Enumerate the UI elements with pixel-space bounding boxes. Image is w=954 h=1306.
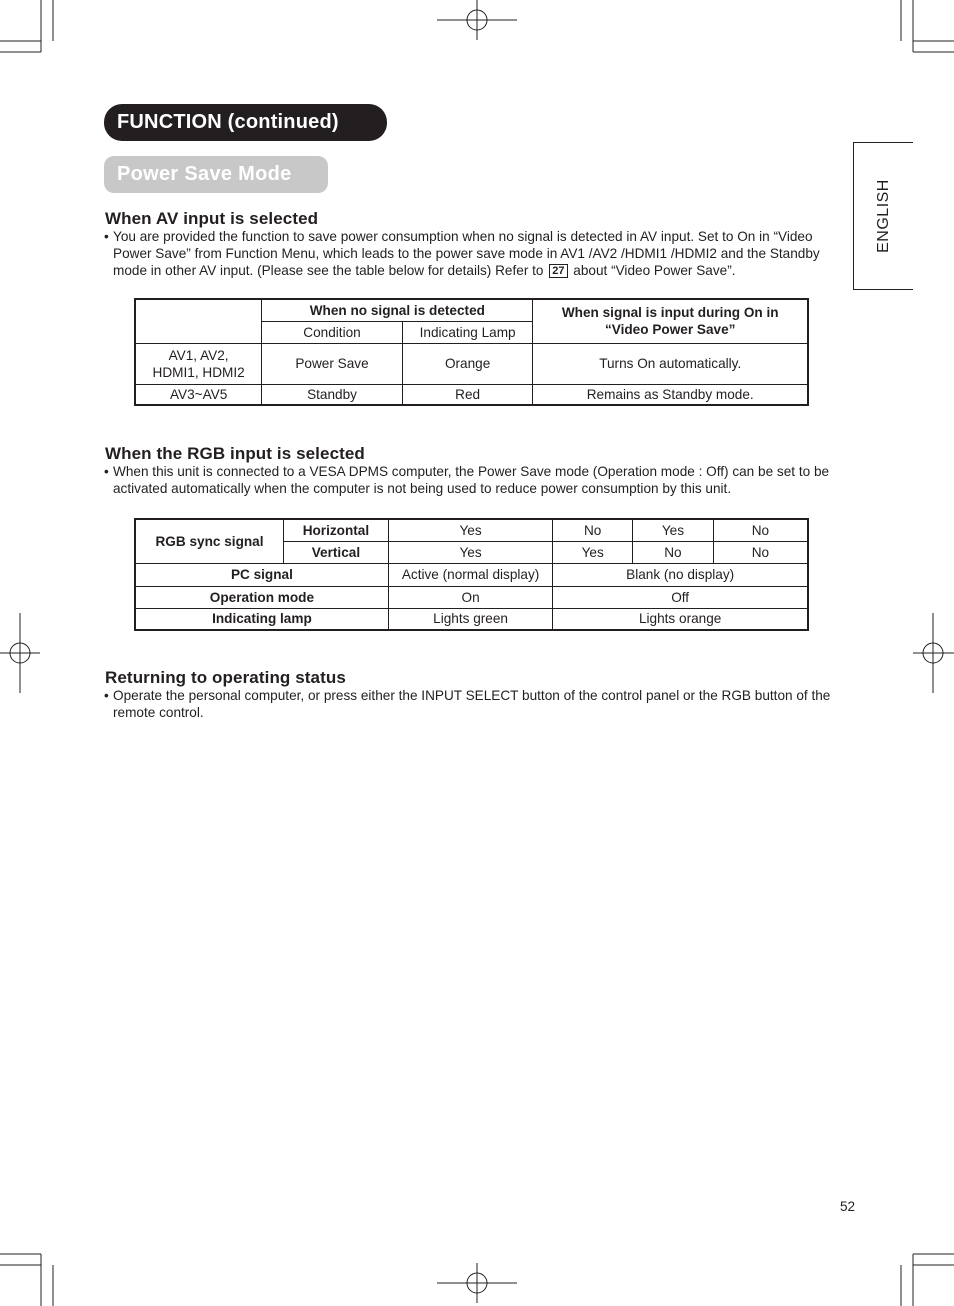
row-signal: Turns On automatically. <box>533 343 808 384</box>
page-number: 52 <box>840 1199 856 1214</box>
lamp-orange: Lights orange <box>553 608 808 630</box>
av-paragraph-text: You are provided the function to save power consumption when no signal is detected in AV input. Set to On in “Video Power Save” from Function Menu, which leads to the power save mode in AV1 /AV2 /HDMI1 /HDMI2 and the Standby mode in other AV input. (Please see the table below for details) Refer to <box>113 229 820 278</box>
operation-off: Off <box>553 586 808 608</box>
header-no-signal: When no signal is detected <box>262 299 533 321</box>
rgb-paragraph-text: When this unit is connected to a VESA DPMS computer, the Power Save mode (Operation mode : Off) can be set to be activated automatically when the computer is not being used to reduce power consumption by this unit. <box>113 464 830 496</box>
bullet: • <box>104 229 109 244</box>
table-row <box>135 343 808 384</box>
return-paragraph-text: Operate the personal computer, or press either the INPUT SELECT button of the control panel or the RGB button of the remote control. <box>113 688 831 720</box>
horizontal-value: No <box>713 519 808 541</box>
pc-signal-label: PC signal <box>135 563 388 586</box>
av-power-save-table <box>134 298 809 406</box>
vertical-value: Yes <box>553 541 633 563</box>
row-lamp: Orange <box>402 343 533 384</box>
row-input: AV3~AV5 <box>135 384 262 405</box>
horizontal-value: Yes <box>388 519 552 541</box>
av-paragraph-text-end: about “Video Power Save”. <box>573 263 736 278</box>
vertical-label: Vertical <box>284 541 389 563</box>
table-row <box>135 384 808 405</box>
operation-mode-label: Operation mode <box>135 586 388 608</box>
operation-on: On <box>388 586 552 608</box>
rgb-power-save-table <box>134 518 809 631</box>
function-title-badge: FUNCTION (continued) <box>104 104 387 141</box>
av-section-paragraph <box>104 228 844 279</box>
av-section-heading: When AV input is selected <box>105 209 319 228</box>
vertical-value: No <box>633 541 714 563</box>
language-side-tab <box>853 142 913 290</box>
row-condition: Standby <box>262 384 403 405</box>
pc-signal-blank: Blank (no display) <box>553 563 808 586</box>
vertical-value: Yes <box>388 541 552 563</box>
rgb-sync-label: RGB sync signal <box>135 519 284 563</box>
row-signal: Remains as Standby mode. <box>533 384 808 405</box>
page-ref-icon: 27 <box>549 264 567 278</box>
rgb-section-paragraph <box>104 463 834 497</box>
horizontal-value: Yes <box>633 519 714 541</box>
return-section-paragraph <box>104 687 834 721</box>
section-title-badge: Power Save Mode <box>104 156 328 193</box>
row-condition: Power Save <box>262 343 403 384</box>
vertical-value: No <box>713 541 808 563</box>
language-label: ENGLISH <box>874 179 892 253</box>
indicating-lamp-label: Indicating lamp <box>135 608 388 630</box>
row-input: AV1, AV2, HDMI1, HDMI2 <box>135 343 262 384</box>
lamp-green: Lights green <box>388 608 552 630</box>
rgb-section-heading: When the RGB input is selected <box>105 444 365 463</box>
pc-signal-active: Active (normal display) <box>388 563 552 586</box>
return-section-heading: Returning to operating status <box>105 668 346 687</box>
horizontal-label: Horizontal <box>284 519 389 541</box>
subheader-condition: Condition <box>262 321 403 343</box>
table-empty-cell <box>135 299 262 343</box>
bullet: • <box>104 464 109 479</box>
header-signal-input: When signal is input during On in “Video Power Save” <box>533 299 808 343</box>
subheader-lamp: Indicating Lamp <box>402 321 533 343</box>
bullet: • <box>104 688 109 703</box>
horizontal-value: No <box>553 519 633 541</box>
row-lamp: Red <box>402 384 533 405</box>
